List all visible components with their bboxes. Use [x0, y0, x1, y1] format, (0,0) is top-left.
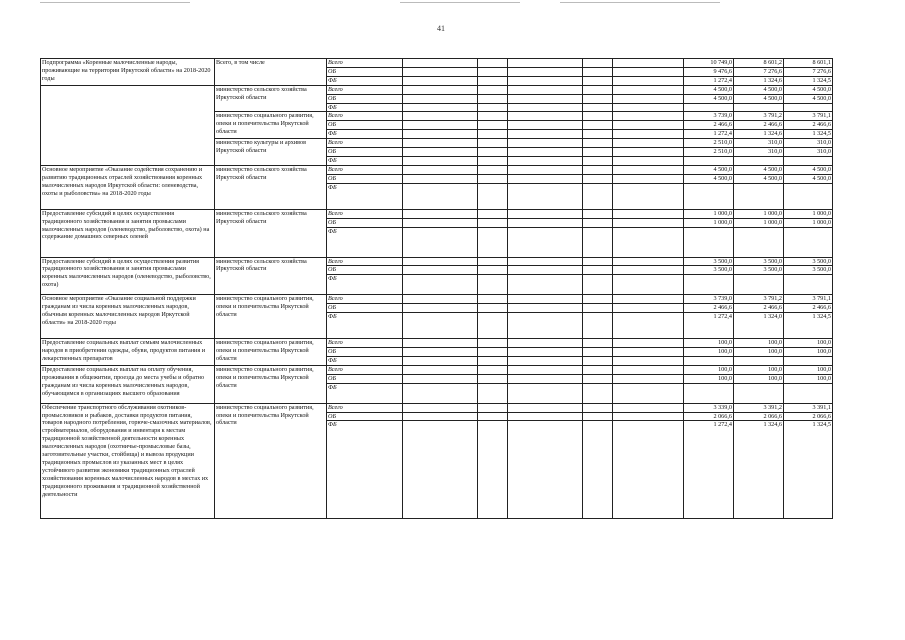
table-row: ФБ [41, 275, 833, 295]
table-row: министерство социального развития, опеки и попечительства Иркутской области Всего 3 739,0 3 791,2 3 791,1 [41, 112, 833, 121]
table-row: ОБ 2 466,6 2 466,6 2 466,6 [328, 121, 831, 129]
table-row: ФБ [41, 227, 833, 257]
activity-name: Обеспечение транспортного обслуживания охотников-промысловиков и рыбаков, доставки продуктов питания, товаров народного потребления, горюче-смазочных материалов, стройматериалов, оборудования и инвентаря к местам традиционной хозяйственной деятельности коренных малочисленных народов (охотничье-промысловые базы, заготовительные участки, стойбища) и вывоза продукции традиционных промыслов из указанных мест в целях устойчивого развития экономики традиционных отраслей хозяйствования коренных малочисленных народов в местах их традиционного проживания и традиционной хозяйственной деятельности [41, 403, 215, 519]
table-row: ОБ 2 466,6 2 466,6 2 466,6 [328, 304, 831, 312]
table-row: ФБ [41, 356, 833, 365]
table-row: ФБ 1 272,4 1 324,6 1 324,5 [328, 130, 831, 138]
activity-name: Предоставление социальных выплат на оплату обучения, проживания в общежитии, проезда до места учебы и обратно гражданам из числа коренных малочисленных народов, обучающимся в организациях высшего образования [41, 365, 215, 403]
scan-artifact-line [560, 2, 720, 3]
subprogram-name: Подпрограмма «Коренные малочисленные народы, проживающие на территории Иркутской области» на 2018-2020 годы [41, 59, 215, 86]
table-row: Основное мероприятие «Оказание социальной поддержки гражданам из числа коренных малочисленных народов, обычным коренных малочисленных народов Иркутской области» на 2018-2020 годы министерство социального развития, опеки и попечительства Иркутской области Всего 3 739,0 3 791,2 3 791,1 [41, 295, 833, 304]
table-row: министерство культуры и архивов Иркутской области Всего 2 510,0 310,0 310,0 [41, 139, 833, 148]
table-row: ОБ 100,0 100,0 100,0 [328, 374, 831, 382]
table-row: ФБ 1 272,4 1 324,6 1 324,5 [328, 76, 831, 84]
budget-table [40, 58, 833, 519]
activity-name: Предоставление субсидий в целях осуществления развития традиционного хозяйствования и занятия промыслами коренных малочисленных народов (оленеводство, рыболовство, охота) [41, 257, 215, 295]
scan-artifact-line [400, 2, 520, 3]
table-row: ОБ 2 510,0 310,0 310,0 [328, 148, 831, 156]
table-row: Подпрограмма «Коренные малочисленные народы, проживающие на территории Иркутской области» на 2018-2020 годы Всего, в том числе Всего 10 749,0 8 601,2 8 601,1 [41, 59, 833, 68]
table-row: министерство сельского хозяйства Иркутской области Всего 4 500,0 4 500,0 4 500,0 [41, 85, 833, 94]
table-row: ФБ [41, 383, 833, 403]
table-row: ФБ 1 272,4 1 324,0 1 324,5 [41, 313, 833, 339]
table-row: ОБ 9 476,6 7 276,6 7 276,6 [328, 67, 831, 75]
table-row: ОБ 4 500,0 4 500,0 4 500,0 [328, 174, 831, 182]
executor-cell: министерство социального развития, опеки и попечительства Иркутской области [215, 339, 327, 366]
page-number: 41 [437, 24, 445, 33]
table-row: ОБ 100,0 100,0 100,0 [328, 348, 831, 356]
table-row: Предоставление социальных выплат на оплату обучения, проживания в общежитии, проезда до места учебы и обратно гражданам из числа коренных малочисленных народов, обучающимся в организациях высшего образования министерство социального развития, опеки и попечительства Иркутской области Всего 100,0 100,0 100,0 [41, 365, 833, 374]
activity-name: Предоставление субсидий в целях осуществления традиционного хозяйствования и занятия промыслами малочисленных народов (оленеводство, рыболовство, охота) на содержание домашних северных оленей [41, 209, 215, 257]
activity-name: Предоставление социальных выплат семьям малочисленных народов в приобретении одежды, обуви, продуктов питания и лекарственных препаратов [41, 339, 215, 366]
activity-name: Основное мероприятие «Оказание содействия сохранению и развитию традиционных отраслей хозяйствования коренных малочисленных народов Иркутской области: оленеводства, охоты и рыболовства» на 2018-2020 годы [41, 165, 215, 209]
executor-cell: министерство социального развития, опеки и попечительства Иркутской области [215, 365, 327, 403]
table-row: Предоставление субсидий в целях осуществления развития традиционного хозяйствования и занятия промыслами коренных малочисленных народов (оленеводство, рыболовство, охота) министерство сельского хозяйства Иркутской области Всего 3 500,0 3 500,0 3 500,0 [41, 257, 833, 266]
executor-cell: министерство социального развития, опеки и попечительства Иркутской области [215, 403, 327, 519]
table-row: ОБ 2 066,6 2 066,6 2 066,6 [328, 412, 831, 420]
table-row: ОБ 3 500,0 3 500,0 3 500,0 [328, 266, 831, 274]
table-row: ФБ 1 272,4 1 324,6 1 324,5 [41, 421, 833, 519]
executor-cell: министерство сельского хозяйства Иркутской области [215, 209, 327, 257]
executor-cell: министерство сельского хозяйства Иркутской области [215, 165, 327, 209]
table-row: Обеспечение транспортного обслуживания охотников-промысловиков и рыбаков, доставки продуктов питания, товаров народного потребления, горюче-смазочных материалов, стройматериалов, оборудования и инвентаря к местам традиционной хозяйственной деятельности коренных малочисленных народов (охотничье-промысловые базы, заготовительные участки, стойбища) и вывоза продукции традиционных промыслов из указанных мест в целях устойчивого развития экономики традиционных отраслей хозяйствования коренных малочисленных народов в местах их традиционного проживания и традиционной хозяйственной деятельности министерство социального развития, опеки и попечительства Иркутской области Всего 3 339,0 3 391,2 3 391,1 [41, 403, 833, 412]
executor-cell: министерство сельского хозяйства Иркутской области [215, 257, 327, 295]
table-row: ОБ 4 500,0 4 500,0 4 500,0 [328, 94, 831, 102]
executor-cell: министерство социального развития, опеки и попечительства Иркутской области [215, 112, 327, 139]
executor-cell: министерство сельского хозяйства Иркутской области [215, 85, 327, 112]
executor-cell: министерство культуры и архивов Иркутской области [215, 139, 327, 166]
table-row: Предоставление субсидий в целях осуществления традиционного хозяйствования и занятия промыслами малочисленных народов (оленеводство, рыболовство, охота) на содержание домашних северных оленей министерство сельского хозяйства Иркутской области Всего 1 000,0 1 000,0 1 000,0 [41, 209, 833, 218]
table-row: Предоставление социальных выплат семьям малочисленных народов в приобретении одежды, обуви, продуктов питания и лекарственных препаратов министерство социального развития, опеки и попечительства Иркутской области Всего 100,0 100,0 100,0 [41, 339, 833, 348]
scan-artifact-line [40, 2, 190, 3]
table-row: ОБ 1 000,0 1 000,0 1 000,0 [328, 218, 831, 226]
activity-name: Основное мероприятие «Оказание социальной поддержки гражданам из числа коренных малочисленных народов, обычным коренных малочисленных народов Иркутской области» на 2018-2020 годы [41, 295, 215, 339]
table-row: ФБ [41, 103, 833, 112]
table-row: ФБ [41, 156, 833, 165]
executor-cell: министерство социального развития, опеки и попечительства Иркутской области [215, 295, 327, 339]
executor-cell: Всего, в том числе [215, 59, 327, 86]
table-row: ФБ [41, 183, 833, 209]
table-row: Основное мероприятие «Оказание содействия сохранению и развитию традиционных отраслей хозяйствования коренных малочисленных народов Иркутской области: оленеводства, охоты и рыболовства» на 2018-2020 годы министерство сельского хозяйства Иркутской области Всего 4 500,0 4 500,0 4 500,0 [41, 165, 833, 174]
